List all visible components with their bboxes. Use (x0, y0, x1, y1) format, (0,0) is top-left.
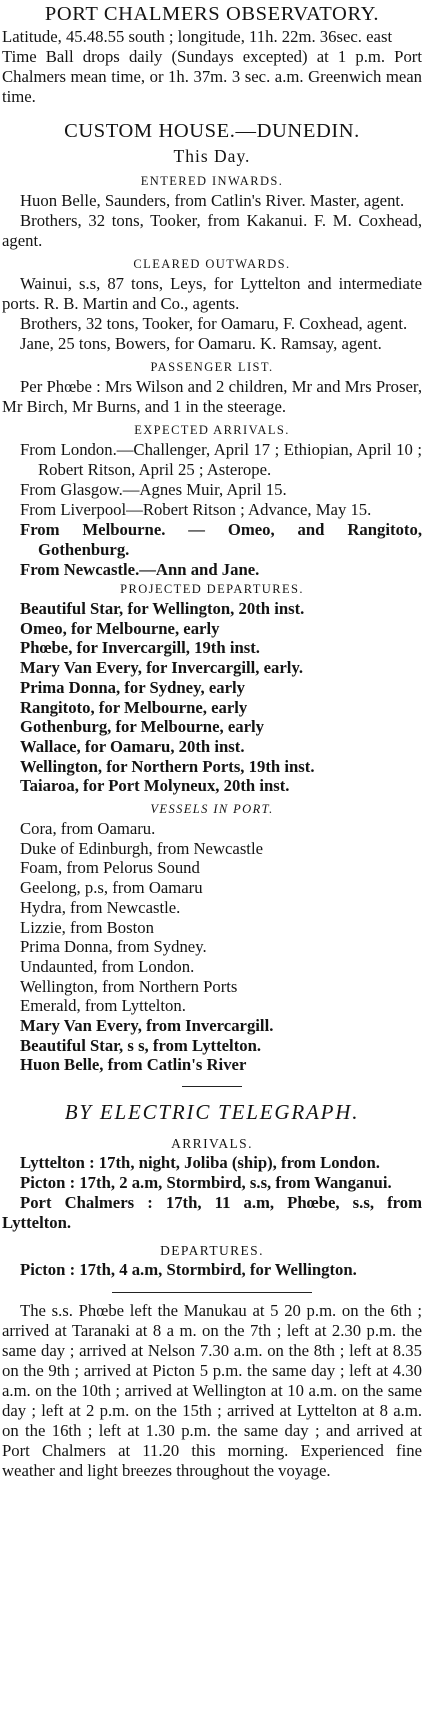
expected-from-london: From London.—Challenger, April 17 ; Ethiopian, April 10 ; Robert Ritson, April 25 ; Asterope. (20, 440, 422, 479)
entered-inwards-heading: ENTERED INWARDS. (140, 174, 284, 188)
expected-from-newcastle: From Newcastle.—Ann and Jane. (20, 560, 260, 579)
telegraph-arrival: Picton : 17th, 2 a.m, Stormbird, s.s, from Wanganui. (20, 1173, 392, 1193)
list-item: Emerald, from Lyttelton. (20, 996, 186, 1016)
telegraph-title: BY ELECTRIC TELEGRAPH. (64, 1100, 360, 1125)
list-item: Lizzie, from Boston (20, 917, 154, 937)
vessels-in-port-heading: VESSELS IN PORT. (150, 802, 274, 817)
vessels-in-port-list (2, 819, 422, 1075)
clearance-paragraph: Brothers, 32 tons, Tooker, for Oamaru, F. Coxhead, agent. (20, 314, 408, 333)
list-item: Beautiful Star, for Wellington, 20th inst. (20, 599, 305, 618)
telegraph-arrivals-heading: ARRIVALS. (171, 1136, 253, 1152)
list-item: Huon Belle, from Catlin's River (20, 1055, 247, 1075)
telegraph-arrival: Lyttelton : 17th, night, Joliba (ship), from London. (20, 1153, 380, 1173)
section-divider (182, 1086, 242, 1087)
observatory-position: Latitude, 45.48.55 south ; longitude, 11h. 22m. 36sec. east (2, 27, 393, 46)
list-item: Cora, from Oamaru. (20, 819, 156, 839)
telegraph-departure: Picton : 17th, 4 a.m, Stormbird, for Wellington. (20, 1260, 357, 1280)
time-ball-notice: Time Ball drops daily (Sundays excepted) at 1 p.m. Port Chalmers mean time, or 1h. 37m. 3 sec. a.m. Greenwich mean time. (2, 47, 422, 106)
list-item: Foam, from Pelorus Sound (20, 858, 200, 878)
projected-departures-list (2, 599, 422, 796)
list-item: Wellington, for Northern Ports, 19th inst. (20, 756, 315, 776)
list-item: Mary Van Every, from Invercargill. (20, 1016, 274, 1036)
list-item: Omeo, for Melbourne, early (20, 618, 220, 638)
expected-arrivals-heading: EXPECTED ARRIVALS. (134, 423, 290, 437)
clearance-paragraph: Wainui, s.s, 87 tons, Leys, for Lyttelton and intermediate ports. R. B. Martin and Co., agents. (2, 274, 422, 313)
list-item: Taiaroa, for Port Molyneux, 20th inst. (20, 776, 290, 796)
passenger-list-text: Per Phœbe : Mrs Wilson and 2 children, Mr and Mrs Proser, Mr Birch, Mr Burns, and 1 in the steerage. (2, 377, 422, 416)
telegraph-arrival: Port Chalmers : 17th, 11 a.m, Phœbe, s.s, from Lyttelton. (2, 1193, 422, 1233)
list-item: Phœbe, for Invercargill, 19th inst. (20, 638, 260, 658)
list-item: Wallace, for Oamaru, 20th inst. (20, 736, 245, 756)
list-item: Prima Donna, for Sydney, early (20, 677, 245, 697)
projected-departures-heading: PROJECTED DEPARTURES. (120, 582, 304, 596)
expected-from-glasgow: From Glasgow.—Agnes Muir, April 15. (20, 480, 287, 499)
list-item: Beautiful Star, s s, from Lyttelton. (20, 1035, 262, 1055)
list-item: Gothenburg, for Melbourne, early (20, 717, 264, 737)
custom-house-title: CUSTOM HOUSE.—DUNEDIN. (64, 120, 360, 142)
passenger-list-heading: PASSENGER LIST. (150, 360, 274, 374)
voyage-report: The s.s. Phœbe left the Manukau at 5 20 p.m. on the 6th ; arrived at Taranaki at 8 a m. on the 7th ; left at 2.30 p.m. the same day ; arrived at Nelson 7.30 a.m. on the 8th ; left at 8.35 on the 9th ; arrived at Picton 5 p.m. the same day ; left at 4.30 a.m. on the 10th ; arrived at Wellington at 10 a.m. on the same day ; left at 2 p.m. on the 15th ; arrived at Lyttelton at 8 a.m. on the 16th ; left at 1.30 p.m. the same day ; and arrived at Port Chalmers at 11.20 this morning. Experienced fine weather and light breezes throughout the voyage. (2, 1301, 422, 1481)
list-item: Hydra, from Newcastle. (20, 897, 181, 917)
observatory-title: PORT CHALMERS OBSERVATORY. (44, 3, 380, 25)
entry-paragraph: Huon Belle, Saunders, from Catlin's River. Master, agent. (20, 191, 405, 210)
custom-house-subtitle: This Day. (173, 146, 251, 166)
telegraph-departures-heading: DEPARTURES. (160, 1243, 264, 1259)
cleared-outwards-heading: CLEARED OUTWARDS. (133, 257, 291, 271)
list-item: Geelong, p.s, from Oamaru (20, 878, 203, 898)
report-divider (112, 1292, 312, 1293)
clearance-paragraph: Jane, 25 tons, Bowers, for Oamaru. K. Ramsay, agent. (20, 334, 382, 353)
list-item: Duke of Edinburgh, from Newcastle (20, 838, 263, 858)
list-item: Undaunted, from London. (20, 956, 195, 976)
entry-paragraph: Brothers, 32 tons, Tooker, from Kakanui. F. M. Coxhead, agent. (2, 211, 422, 250)
list-item: Rangitoto, for Melbourne, early (20, 697, 248, 717)
expected-from-liverpool: From Liverpool—Robert Ritson ; Advance, May 15. (20, 500, 372, 519)
list-item: Mary Van Every, for Invercargill, early. (20, 658, 304, 678)
list-item: Prima Donna, from Sydney. (20, 937, 207, 957)
list-item: Wellington, from Northern Ports (20, 976, 238, 996)
expected-from-melbourne: From Melbourne. — Omeo, and Rangitoto, Gothenburg. (20, 520, 422, 559)
